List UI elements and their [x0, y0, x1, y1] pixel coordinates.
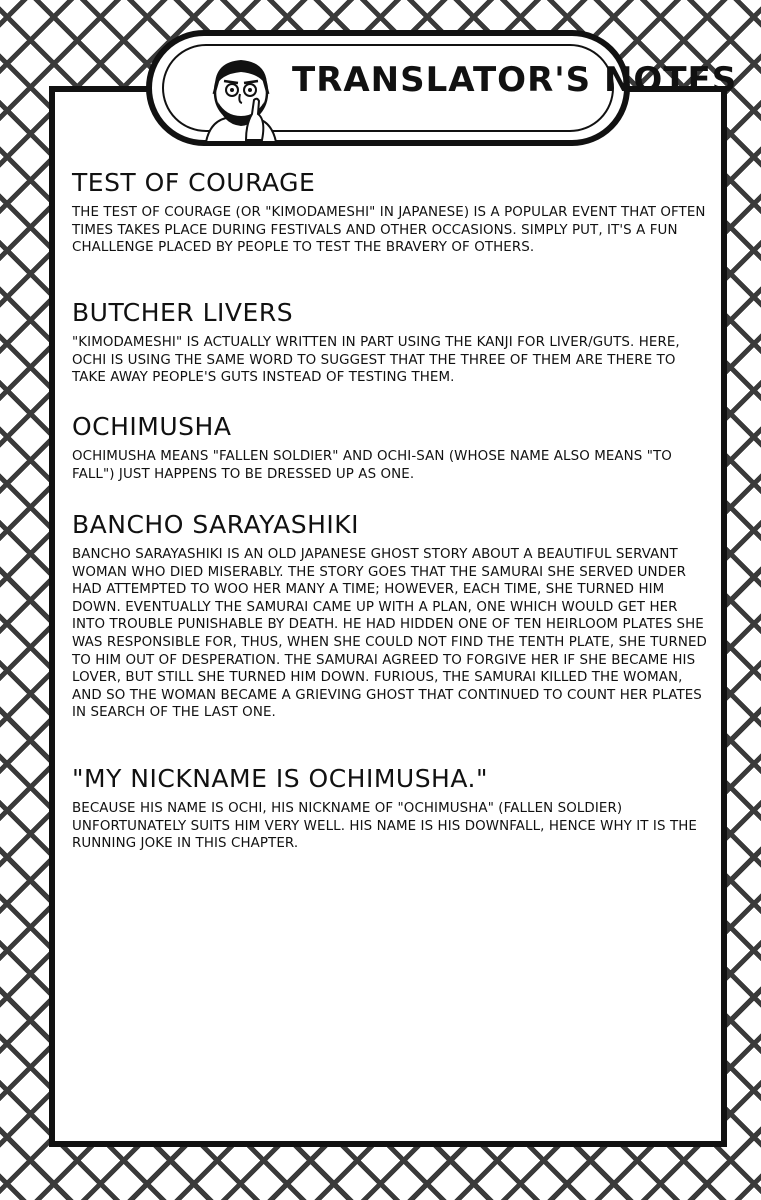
note-my-nickname — [72, 764, 712, 853]
note-bancho-sarayashiki — [72, 510, 712, 722]
note-ochimusha — [72, 412, 712, 483]
note-test-of-courage — [72, 168, 712, 257]
note-body: BECAUSE HIS NAME IS OCHI, HIS NICKNAME OF "OCHIMUSHA" (FALLEN SOLDIER) UNFORTUNATELY SUITS HIM VERY WELL. HIS NAME IS HIS DOWNFALL, HENCE WHY IT IS THE RUNNING JOKE IN THIS CHAPTER. — [72, 801, 697, 852]
note-title: TEST OF COURAGE — [72, 168, 316, 197]
note-body: BANCHO SARAYASHIKI IS AN OLD JAPANESE GHOST STORY ABOUT A BEAUTIFUL SERVANT WOMAN WHO DIED MISERABLY. THE STORY GOES THAT THE SAMURAI SHE SERVED UNDER HAD ATTEMPTED TO WOO HER MANY A TIME; HOWEVER, EACH TIME, SHE TURNED HIM DOWN. EVENTUALLY THE SAMURAI CAME UP WITH A PLAN, ONE WHICH WOULD GET HER INTO TROUBLE PUNISHABLE BY DEATH. HE HAD HIDDEN ONE OF TEN HEIRLOOM PLATES SHE WAS RESPONSIBLE FOR, THUS, WHEN SHE COULD NOT FIND THE TENTH PLATE, SHE TURNED TO HIM OUT OF DESPERATION. THE SAMURAI AGREED TO FORGIVE HER IF SHE BECAME HIS LOVER, BUT STILL SHE TURNED HIM DOWN. FURIOUS, THE SAMURAI KILLED THE WOMAN, AND SO THE WOMAN BECAME A GRIEVING GHOST THAT CONTINUED TO COUNT HER PLATES IN SEARCH OF THE LAST ONE. — [72, 547, 707, 721]
note-title: BUTCHER LIVERS — [72, 298, 294, 327]
note-body: THE TEST OF COURAGE (OR "KIMODAMESHI" IN JAPANESE) IS A POPULAR EVENT THAT OFTEN TIMES TAKES PLACE DURING FESTIVALS AND OTHER OCCASIONS. SIMPLY PUT, IT'S A FUN CHALLENGE PLACED BY PEOPLE TO TEST THE BRAVERY OF OTHERS. — [72, 205, 706, 256]
thinking-man-icon — [196, 50, 286, 142]
header-banner — [146, 30, 738, 146]
page-title: TRANSLATOR'S NOTES — [292, 60, 738, 100]
note-title: "MY NICKNAME IS OCHIMUSHA." — [72, 764, 488, 793]
note-title: OCHIMUSHA — [72, 412, 232, 441]
note-butcher-livers — [72, 298, 712, 387]
note-body: "KIMODAMESHI" IS ACTUALLY WRITTEN IN PART USING THE KANJI FOR LIVER/GUTS. HERE, OCHI IS USING THE SAME WORD TO SUGGEST THAT THE THREE OF THEM ARE THERE TO TAKE AWAY PEOPLE'S GUTS INSTEAD OF TESTING THEM. — [72, 335, 680, 386]
note-title: BANCHO SARAYASHIKI — [72, 510, 360, 539]
note-body: OCHIMUSHA MEANS "FALLEN SOLDIER" AND OCHI-SAN (WHOSE NAME ALSO MEANS "TO FALL") JUST HAPPENS TO BE DRESSED UP AS ONE. — [72, 449, 672, 482]
